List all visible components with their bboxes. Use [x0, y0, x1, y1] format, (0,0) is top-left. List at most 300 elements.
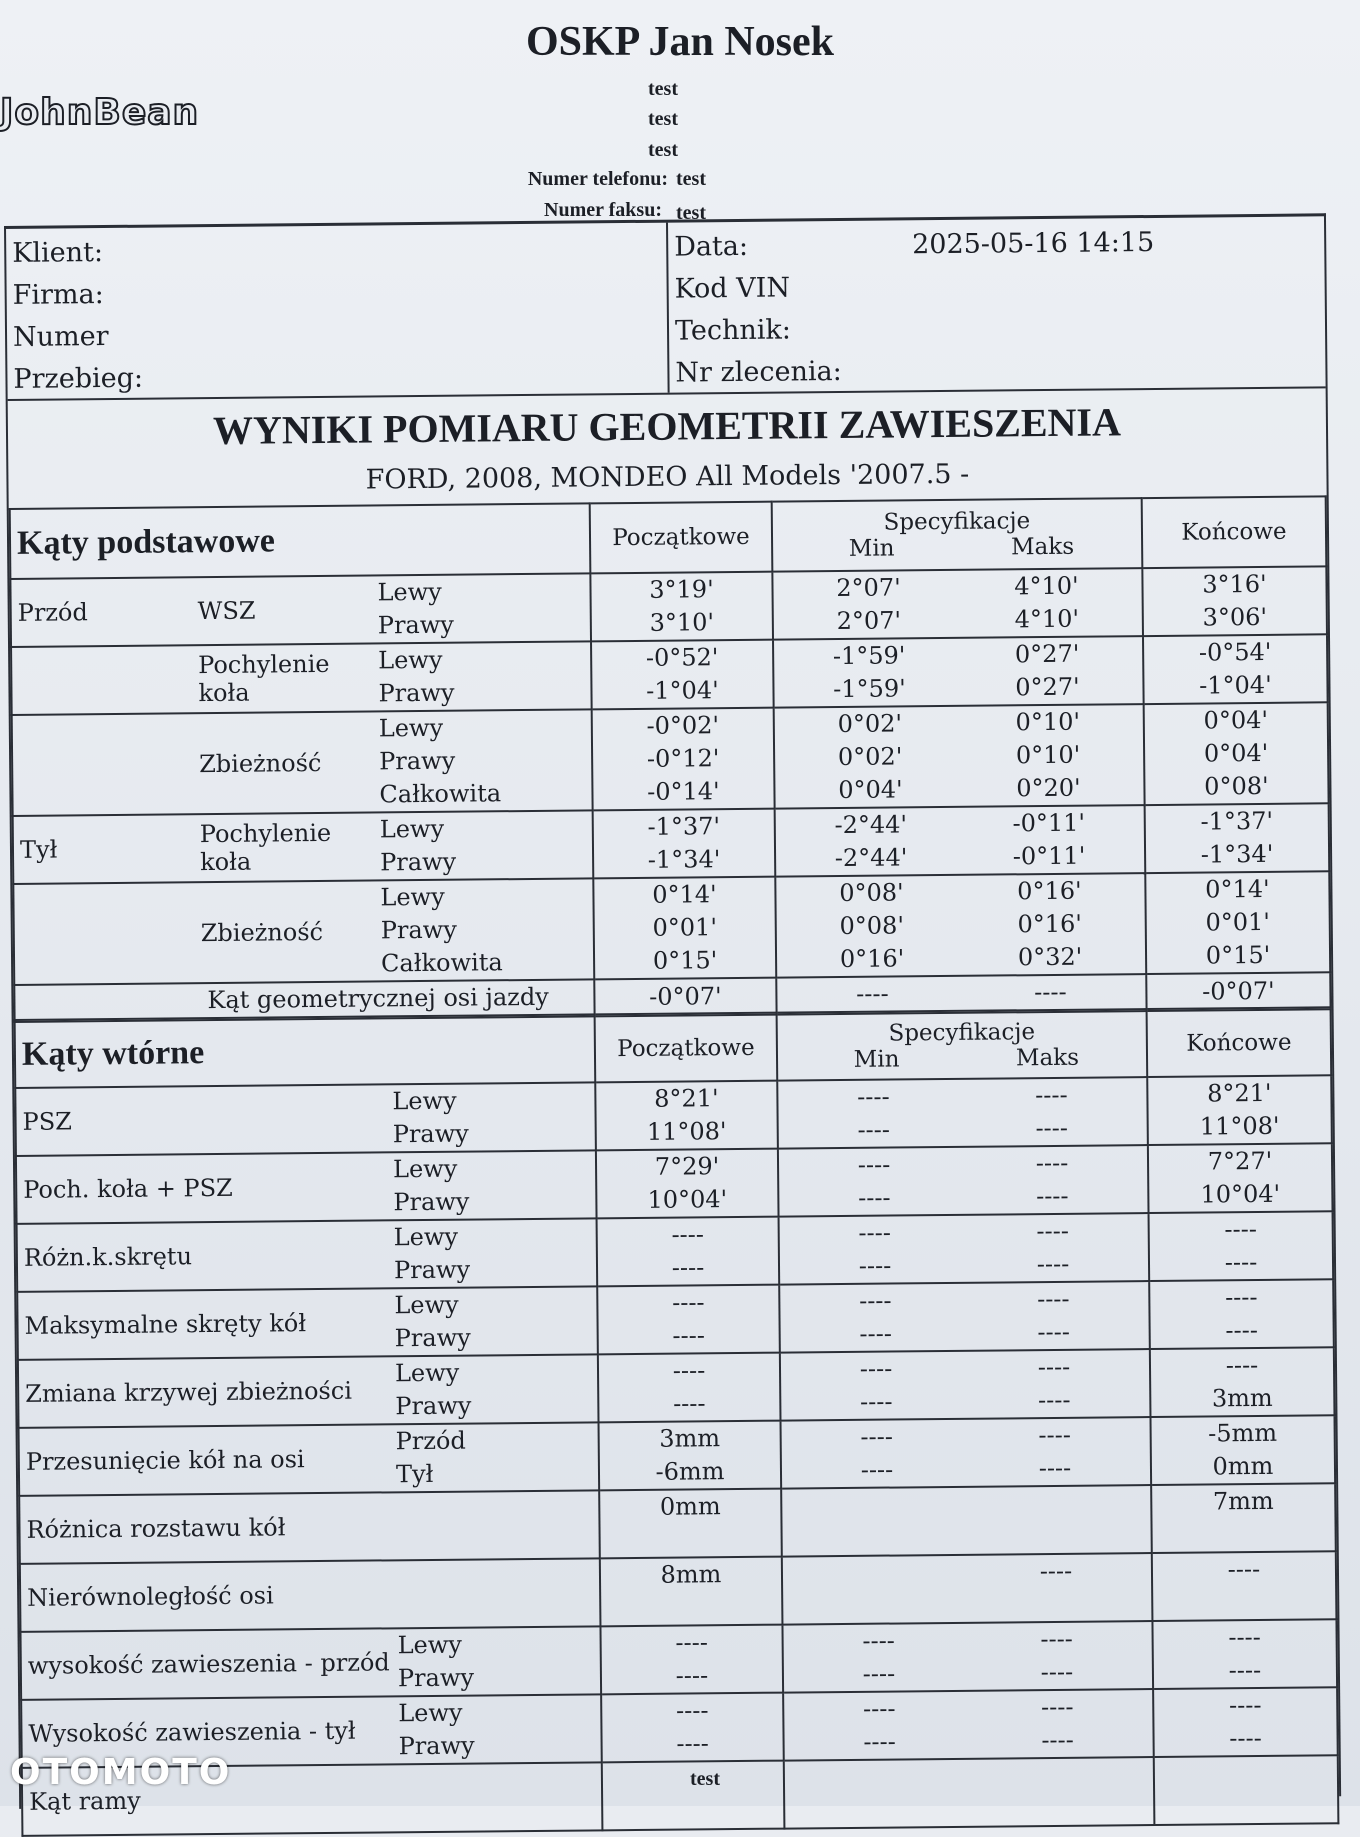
secondary-label: wysokość zawieszenia - przód [28, 1648, 398, 1680]
spec-max-item: ---- [964, 1282, 1142, 1317]
thrust-label: Kąt geometrycznej osi jazdy [21, 980, 587, 1018]
initial-cell [600, 1557, 783, 1627]
secondary-label: PSZ [22, 1104, 392, 1136]
spec-min-item: ---- [789, 1624, 967, 1659]
initial-cell [601, 1693, 784, 1763]
final-value-item: 7°27' [1155, 1144, 1325, 1179]
angle-group-label: Pochylenie koła [200, 818, 381, 876]
side-labels-item: Prawy [398, 1662, 474, 1696]
final-value-item [1158, 1517, 1328, 1552]
basic-label-cell [13, 878, 594, 985]
final-cell [1153, 1687, 1338, 1757]
secondary-row [19, 1483, 1336, 1564]
angle-group-label: Zbieżność [201, 917, 381, 947]
side-labels-item: Przód [396, 1425, 466, 1459]
side-labels-item: Całkowita [381, 946, 503, 980]
final-value-item: 10°04' [1155, 1177, 1325, 1212]
initial-value-item: ---- [608, 1727, 776, 1762]
basic-row [13, 803, 1330, 884]
basic-label-cell [10, 573, 591, 647]
initial-value-item: 0°15' [601, 944, 769, 979]
secondary-row [20, 1551, 1337, 1632]
side-labels [379, 711, 502, 811]
side-labels-item: Lewy [397, 1629, 473, 1663]
spec-min-item [791, 1760, 969, 1795]
thrust-spec [776, 974, 1146, 1013]
secondary-label-cell [20, 1626, 601, 1700]
spec-min [783, 977, 961, 1012]
side-labels-item: Prawy [378, 609, 454, 643]
basic-section-title: Kąty podstawowe [10, 503, 591, 579]
final-cell [1151, 1483, 1336, 1553]
spec-max [960, 806, 1139, 874]
spec-max-item: 0°27' [958, 670, 1136, 705]
final-value-item: ---- [1160, 1653, 1330, 1688]
basic-row [11, 634, 1328, 715]
final-cell [1149, 1279, 1334, 1349]
spec-min-item: ---- [790, 1692, 968, 1727]
basic-label-cell [12, 709, 593, 816]
secondary-row [16, 1143, 1333, 1224]
final-value [1152, 872, 1323, 973]
spec-min [787, 1352, 966, 1420]
initial-cell [597, 1217, 780, 1287]
spec-min-item: 0°08' [783, 909, 961, 944]
spec-min-item: 2°07' [780, 604, 958, 639]
initial-cell [599, 1489, 782, 1559]
final-cell [1154, 1755, 1339, 1825]
final-cell [1142, 566, 1327, 636]
spec-min-item: ---- [785, 1181, 963, 1216]
spec-min-item: ---- [788, 1453, 966, 1488]
final-value-item: -1°04' [1150, 668, 1320, 703]
final-cell [1150, 1415, 1335, 1485]
side-labels-item: Prawy [379, 744, 501, 778]
side-labels-item: Lewy [393, 1153, 469, 1187]
initial-value [607, 1626, 776, 1694]
spec-max-item [966, 1519, 1144, 1554]
col-spec-2 [777, 1011, 1148, 1081]
secondary-label-cell [19, 1422, 600, 1496]
final-value-item: 0°15' [1153, 938, 1323, 973]
basic-row [10, 566, 1327, 647]
side-labels [397, 1629, 474, 1696]
spec-cell [778, 1145, 1149, 1217]
basic-label-cell [13, 810, 594, 884]
final-value-item [1161, 1789, 1331, 1824]
spec-min-item [788, 1521, 966, 1556]
spec-max [963, 1146, 1142, 1214]
phone-value: test [676, 168, 706, 191]
technik-label: Technik: [675, 304, 1319, 352]
spec-min-item: ---- [786, 1249, 964, 1284]
secondary-label: Przesunięcie kół na osi [26, 1444, 396, 1476]
spec-max-item: ---- [965, 1383, 1143, 1418]
spec-max-item: 4°10' [957, 569, 1135, 604]
vehicle-info: FORD, 2008, MONDEO All Models '2007.5 - [8, 455, 1326, 508]
date-value: 2025-05-16 14:15 [912, 222, 1154, 266]
spec-cell [775, 873, 1146, 978]
final-value-item: 0°14' [1152, 872, 1322, 907]
spec-min-item: ---- [788, 1420, 966, 1455]
initial-value-item [609, 1795, 777, 1830]
initial-value [607, 1558, 776, 1626]
initial-value [599, 709, 768, 810]
final-value-item: -5mm [1157, 1416, 1327, 1451]
col-final-2: Końcowe [1147, 1009, 1332, 1077]
final-value-item: 8°21' [1154, 1076, 1324, 1111]
secondary-row [18, 1347, 1335, 1428]
final-value-item: ---- [1156, 1212, 1326, 1247]
spec-max [958, 637, 1137, 705]
side-labels [398, 1697, 475, 1764]
side-labels [392, 1085, 469, 1152]
initial-value [602, 1082, 771, 1150]
secondary-label: Poch. koła + PSZ [23, 1172, 393, 1204]
final-value-item: 3mm [1157, 1381, 1327, 1416]
spec-max-item: ---- [967, 1622, 1145, 1657]
header-line-2: test [648, 108, 678, 131]
side-labels-item: Prawy [393, 1118, 469, 1152]
initial-value [604, 1286, 773, 1354]
final-value-item: ---- [1160, 1688, 1330, 1723]
przebieg-label: Przebieg: [13, 353, 661, 401]
initial-cell [599, 1421, 782, 1491]
axle-label [21, 933, 201, 935]
spec-max-item: 0°32' [961, 940, 1139, 975]
initial-value [604, 1218, 773, 1286]
spec-max [965, 1350, 1144, 1418]
secondary-label-cell [15, 1082, 596, 1156]
final-value [1159, 1620, 1330, 1688]
side-labels-item: Prawy [393, 1186, 469, 1220]
side-labels-item: Lewy [392, 1085, 468, 1119]
final-value-item: 3°16' [1149, 567, 1319, 602]
final-cell [1152, 1551, 1337, 1621]
final-value [1157, 1348, 1328, 1416]
initial-cell [600, 1625, 783, 1695]
thrust-initial: -0°07' [594, 978, 776, 1015]
spec-min-item: ---- [787, 1352, 965, 1387]
spec-min-item: -2°44' [782, 808, 960, 843]
col-min: Min [786, 535, 957, 563]
angle-group-label: Zbieżność [199, 748, 379, 778]
side-labels-item: Lewy [378, 644, 454, 678]
secondary-label: Wysokość zawieszenia - tył [28, 1716, 398, 1748]
initial-cell [598, 1353, 781, 1423]
spec-min-item: ---- [785, 1113, 963, 1148]
side-labels-item: Lewy [377, 576, 453, 610]
final-value [1152, 804, 1323, 872]
initial-value-item: -1°04' [598, 674, 766, 709]
side-labels [378, 644, 455, 711]
secondary-label: Kąt ramy [29, 1784, 399, 1816]
spec-max-item: ---- [967, 1554, 1145, 1589]
side-labels-item: Lewy [394, 1221, 470, 1255]
secondary-label-cell [18, 1354, 599, 1428]
date-label: Data: [674, 220, 1318, 268]
initial-value-item [607, 1591, 775, 1626]
final-value-item: 0mm [1158, 1449, 1328, 1484]
secondary-label: Nierównoległość osi [27, 1580, 397, 1612]
final-value-item: ---- [1156, 1280, 1326, 1315]
final-value-item: 0°04' [1151, 736, 1321, 771]
spec-max-item: ---- [964, 1247, 1142, 1282]
final-value-item [1161, 1756, 1331, 1791]
final-value [1160, 1688, 1331, 1756]
final-cell [1152, 1619, 1337, 1689]
secondary-row [15, 1075, 1332, 1156]
spec-min-item: ---- [786, 1216, 964, 1251]
spec-max-item: ---- [963, 1179, 1141, 1214]
spec-max-item: -0°11' [960, 806, 1138, 841]
basic-angles-table [9, 495, 1332, 1021]
final-cell [1147, 1075, 1332, 1145]
initial-value [603, 1150, 772, 1218]
col-min-2: Min [791, 1046, 962, 1074]
initial-value [608, 1694, 777, 1762]
initial-value-item: ---- [604, 1286, 772, 1321]
spec-cell [775, 805, 1146, 877]
col-final: Końcowe [1142, 496, 1327, 568]
spec-min [786, 1284, 965, 1352]
spec-min-item: 0°02' [781, 707, 959, 742]
client-left [6, 223, 670, 399]
initial-value-item: -6mm [606, 1455, 774, 1490]
final-value [1157, 1416, 1328, 1484]
thrust-final: -0°07' [1146, 972, 1330, 1009]
final-value [1161, 1756, 1332, 1824]
spec-max [961, 975, 1139, 1010]
final-value-item: -1°37' [1152, 804, 1322, 839]
final-value-item: -1°34' [1152, 837, 1322, 872]
angle-group-label: Pochylenie koła [198, 649, 379, 707]
initial-value-item: 10°04' [603, 1183, 771, 1218]
col-initial-2: Początkowe [595, 1015, 778, 1083]
side-labels-item: Lewy [398, 1697, 474, 1731]
initial-value-item: ---- [605, 1387, 773, 1422]
side-labels-item: Prawy [378, 677, 454, 711]
col-max: Maks [957, 533, 1128, 561]
spec-min-item: ---- [783, 977, 961, 1012]
secondary-label-cell [17, 1218, 598, 1292]
spec-max-item: ---- [966, 1418, 1144, 1453]
spec-max [968, 1690, 1147, 1758]
final-value [1154, 1076, 1325, 1144]
report-title: WYNIKI POMIARU GEOMETRII ZAWIESZENIA [8, 396, 1326, 456]
initial-value [600, 810, 769, 878]
spec-min-item: 0°08' [782, 876, 960, 911]
initial-value [597, 573, 766, 641]
spec-cell [783, 1689, 1154, 1761]
spec-min [779, 571, 958, 639]
final-cell [1148, 1143, 1333, 1213]
side-labels [396, 1425, 467, 1492]
spec-min [788, 1488, 967, 1556]
secondary-row [19, 1415, 1336, 1496]
initial-value [598, 641, 767, 709]
initial-value-item: 3mm [606, 1422, 774, 1457]
final-cell [1149, 1211, 1334, 1281]
vin-label: Kod VIN [674, 262, 1318, 310]
basic-label-cell [11, 641, 592, 715]
final-value-item: -0°54' [1150, 635, 1320, 670]
fax-value: test [676, 202, 706, 225]
angle-group-label: WSZ [198, 595, 378, 625]
spec-min [786, 1216, 965, 1284]
final-value [1156, 1280, 1327, 1348]
side-labels [394, 1289, 471, 1356]
spec-min-item: -2°44' [782, 841, 960, 876]
side-labels [393, 1153, 470, 1220]
side-labels [380, 813, 457, 880]
spec-min-item: 0°16' [783, 942, 961, 977]
initial-value-item: ---- [604, 1218, 772, 1253]
spec-cell [781, 1485, 1152, 1557]
spec-min [789, 1624, 968, 1692]
spec-min-item: 0°04' [781, 773, 959, 808]
final-cell [1143, 634, 1328, 704]
spec-max-item [966, 1486, 1144, 1521]
side-labels-item: Tył [396, 1458, 466, 1492]
secondary-row [17, 1279, 1334, 1360]
initial-value-item: 8mm [607, 1558, 775, 1593]
final-value-item: ---- [1157, 1348, 1327, 1383]
initial-value-item: ---- [608, 1694, 776, 1729]
secondary-body [15, 1075, 1338, 1836]
initial-cell [595, 1081, 778, 1151]
final-value-item: 0°08' [1151, 769, 1321, 804]
spec-max [967, 1554, 1146, 1622]
col-max-2: Maks [962, 1044, 1133, 1072]
axle-label: Przód [18, 597, 198, 627]
initial-value-item: 3°10' [598, 606, 766, 641]
secondary-label: Zmiana krzywej zbieżności [25, 1376, 395, 1408]
client-right [668, 216, 1326, 392]
numer-label: Numer [13, 311, 661, 359]
secondary-label: Maksymalne skręty kół [24, 1308, 394, 1340]
spec-max-item: 0°10' [959, 738, 1137, 773]
final-value-item: ---- [1159, 1552, 1329, 1587]
zlecenie-label: Nr zlecenia: [675, 346, 1319, 394]
initial-cell [596, 1149, 779, 1219]
initial-value-item: 7°29' [603, 1150, 771, 1185]
spec-max [964, 1282, 1143, 1350]
final-value [1156, 1212, 1327, 1280]
side-labels-item: Prawy [395, 1390, 471, 1424]
initial-value-item: -0°14' [599, 775, 767, 810]
final-cell [1150, 1347, 1335, 1417]
spec-min-item: ---- [787, 1317, 965, 1352]
spec-max [966, 1418, 1145, 1486]
spec-max [969, 1758, 1148, 1826]
spec-max-item: ---- [968, 1655, 1146, 1690]
col-initial: Początkowe [590, 502, 773, 574]
spec-min-item: ---- [787, 1385, 965, 1420]
spec-min-item: ---- [786, 1284, 964, 1319]
initial-value-item: -0°02' [599, 709, 767, 744]
side-labels-item: Prawy [395, 1322, 471, 1356]
initial-value-item: 0°14' [600, 878, 768, 913]
final-cell [1145, 871, 1330, 974]
final-cell [1144, 702, 1329, 805]
initial-cell [593, 877, 776, 980]
side-labels-item: Lewy [394, 1289, 470, 1323]
spec-max-item: 0°20' [959, 771, 1137, 806]
secondary-section-title: Kąty wtórne [15, 1016, 596, 1088]
initial-value-item: ---- [607, 1626, 775, 1661]
spec-max [960, 874, 1139, 975]
initial-value-item [606, 1523, 774, 1558]
spec-cell [782, 1621, 1153, 1693]
spec-min-item [789, 1589, 967, 1624]
spec-cell [782, 1553, 1153, 1625]
side-labels-item: Lewy [379, 711, 501, 745]
side-labels [394, 1221, 471, 1288]
spec-max-item: 0°27' [958, 637, 1136, 672]
otomoto-watermark: OTOMOTO [10, 1752, 231, 1793]
secondary-label: Różn.k.skrętu [24, 1240, 394, 1272]
col-spec [772, 498, 1143, 572]
initial-value [600, 878, 769, 979]
spec-cell [774, 704, 1145, 809]
secondary-row [17, 1211, 1334, 1292]
header-line-1: test [648, 78, 678, 101]
side-labels [395, 1357, 472, 1424]
client-info [6, 216, 1326, 401]
initial-value-item: ---- [604, 1251, 772, 1286]
secondary-row [20, 1619, 1337, 1700]
shop-name: OSKP Jan Nosek [470, 18, 890, 66]
initial-value-item: -1°37' [600, 810, 768, 845]
side-labels-item: Prawy [381, 913, 503, 947]
side-labels [380, 880, 503, 980]
spec-max [966, 1486, 1145, 1554]
side-labels-item: Lewy [380, 813, 456, 847]
spec-max-item: -0°11' [960, 839, 1138, 874]
initial-value-item: 3°19' [597, 573, 765, 608]
side-labels-item: Całkowita [379, 777, 501, 811]
spec-min [782, 808, 961, 876]
initial-cell [592, 708, 775, 811]
initial-cell [591, 640, 774, 710]
spec-max-item: ---- [968, 1690, 1146, 1725]
final-value-item: ---- [1157, 1313, 1327, 1348]
final-value [1155, 1144, 1326, 1212]
spec-max-item: 4°10' [958, 602, 1136, 637]
spec-max [967, 1622, 1146, 1690]
spec-min-item: ---- [790, 1725, 968, 1760]
spec-min-item: 0°02' [781, 740, 959, 775]
spec-min [784, 1080, 963, 1148]
side-labels-item: Lewy [395, 1357, 471, 1391]
spec-max-item [967, 1587, 1145, 1622]
spec-max-item: 0°16' [961, 907, 1139, 942]
initial-value-item: 11°08' [603, 1115, 771, 1150]
initial-cell [597, 1285, 780, 1355]
secondary-label-cell [17, 1286, 598, 1360]
spec-cell [781, 1417, 1152, 1489]
spec-cell [779, 1281, 1150, 1353]
spec-min-item [791, 1793, 969, 1828]
initial-value-item: ---- [605, 1319, 773, 1354]
spec-cell [779, 1213, 1150, 1285]
phone-label: Numer telefonu: [440, 168, 668, 191]
spec-min [785, 1148, 964, 1216]
spec-min [791, 1760, 970, 1828]
spec-max-item: 0°16' [960, 874, 1138, 909]
spec-cell [773, 636, 1144, 708]
